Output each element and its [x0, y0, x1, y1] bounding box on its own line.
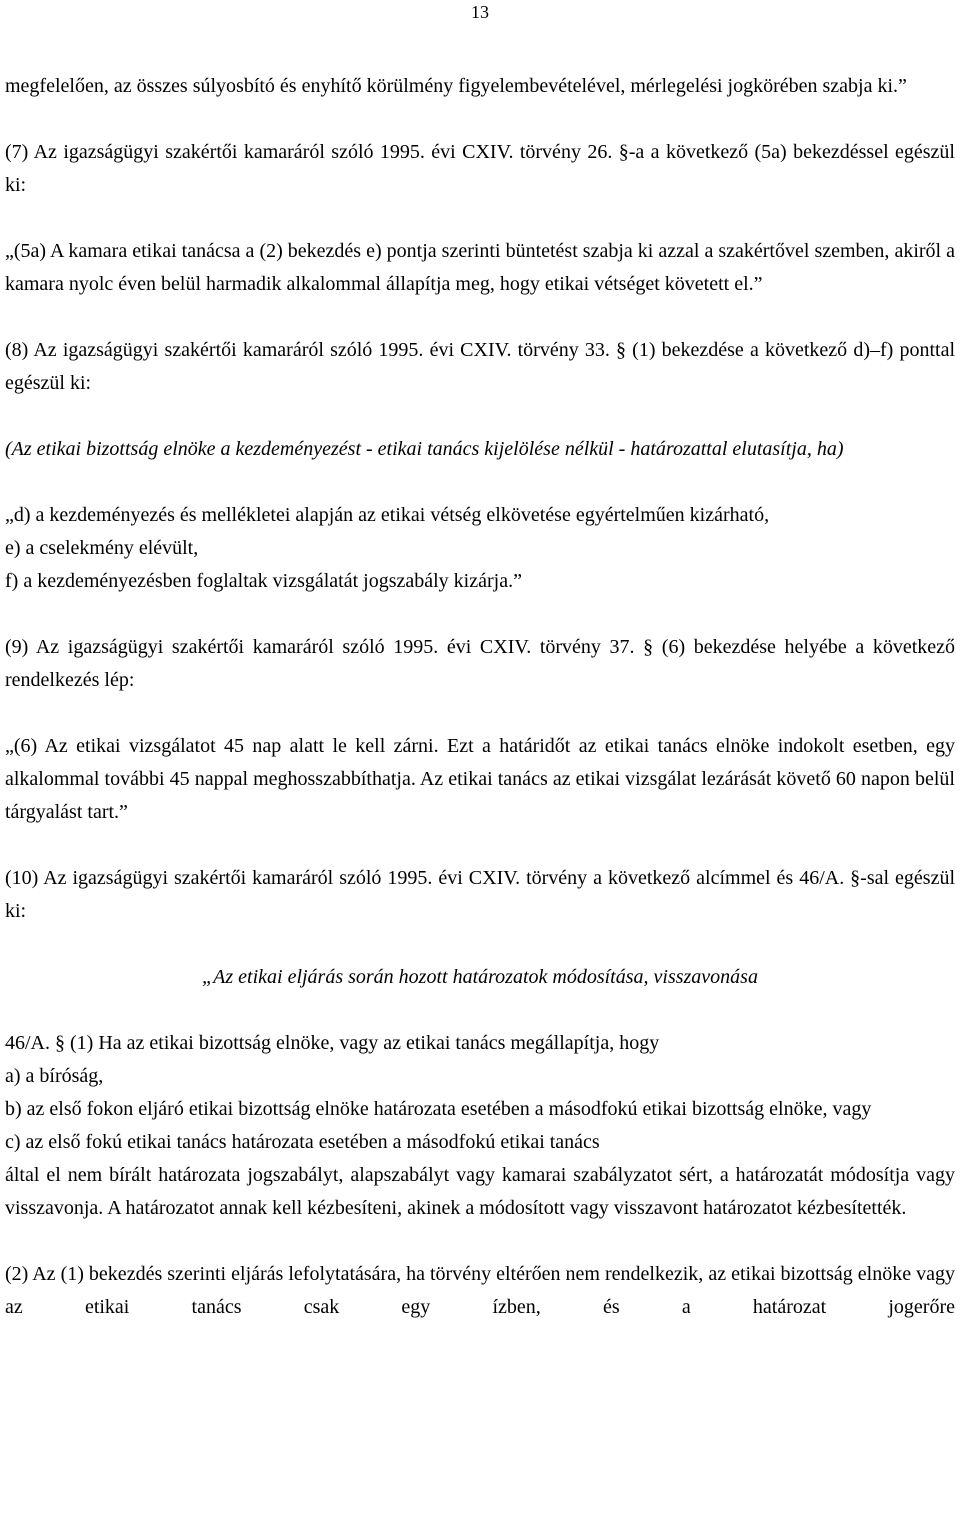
paragraph-amendment-9: (9) Az igazságügyi szakértői kamaráról szóló 1995. évi CXIV. törvény 37. § (6) bekezdése helyébe a következő rendelkezés lép: — [5, 636, 955, 691]
paragraph-46a-conclusion: által el nem bírált határozata jogszabályt, alapszabályt vagy kamarai szabályzatot sért, a határozatát módosítja vagy visszavonja. A határozatot annak kell kézbesíteni, akinek a módosított vagy visszavont határozatot kézbesítették. — [5, 1164, 955, 1219]
document-body — [5, 70, 955, 1324]
paragraph-amendment-8: (8) Az igazságügyi szakértői kamaráról szóló 1995. évi CXIV. törvény 33. § (1) bekezdése a következő d)–f) ponttal egészül ki: — [5, 339, 955, 394]
paragraph-quoted-6: „(6) Az etikai vizsgálatot 45 nap alatt le kell zárni. Ezt a határidőt az etikai tanács elnöke indokolt esetben, egy alkalommal további 45 nappal meghosszabbíthatja. Az etikai tanács az etikai vizsgálat lezárását követő 60 napon belül tárgyalást tart.” — [5, 735, 955, 823]
paragraph-46a-point-a: a) a bíróság, — [5, 1065, 104, 1087]
paragraph-46a-point-c: c) az első fokú etikai tanács határozata esetében a másodfokú etikai tanács — [5, 1131, 600, 1153]
page-number: 13 — [471, 2, 489, 22]
paragraph-46a-intro: 46/A. § (1) Ha az etikai bizottság elnöke, vagy az etikai tanács megállapítja, hogy — [5, 1032, 660, 1054]
paragraph-italic-context: (Az etikai bizottság elnöke a kezdeményezést - etikai tanács kijelölése nélkül - határozattal elutasítja, ha) — [5, 438, 844, 460]
subtitle-heading: „Az etikai eljárás során hozott határozatok módosítása, visszavonása — [202, 966, 758, 988]
paragraph-quoted-5a: „(5a) A kamara etikai tanácsa a (2) bekezdés e) pontja szerinti büntetést szabja ki azzal a szakértővel szemben, akiről a kamara nyolc éven belül harmadik alkalommal állapítja meg, hogy etikai vétséget követett el.” — [5, 240, 955, 295]
paragraph-point-e: e) a cselekmény elévült, — [5, 537, 199, 559]
paragraph-amendment-10: (10) Az igazságügyi szakértői kamaráról szóló 1995. évi CXIV. törvény a következő alcímmel és 46/A. §-sal egészül ki: — [5, 867, 955, 922]
paragraph-46a-point-b: b) az első fokon eljáró etikai bizottság elnöke határozata esetében a másodfokú etikai bizottság elnöke, vagy — [5, 1098, 872, 1120]
paragraph-46a-2: (2) Az (1) bekezdés szerinti eljárás lefolytatására, ha törvény eltérően nem rendelkezik, az etikai bizottság elnöke vagy az etikai tanács csak egy ízben, és a határozat jogerőre — [5, 1263, 955, 1318]
paragraph-continuation: megfelelően, az összes súlyosbító és enyhítő körülmény figyelembevételével, mérlegelési jogkörében szabja ki.” — [5, 75, 907, 97]
paragraph-point-d: „d) a kezdeményezés és mellékletei alapján az etikai vétség elkövetése egyértelműen kizárható, — [5, 504, 770, 526]
paragraph-point-f: f) a kezdeményezésben foglaltak vizsgálatát jogszabály kizárja.” — [5, 570, 522, 592]
paragraph-amendment-7: (7) Az igazságügyi szakértői kamaráról szóló 1995. évi CXIV. törvény 26. §-a a következő (5a) bekezdéssel egészül ki: — [5, 141, 955, 196]
